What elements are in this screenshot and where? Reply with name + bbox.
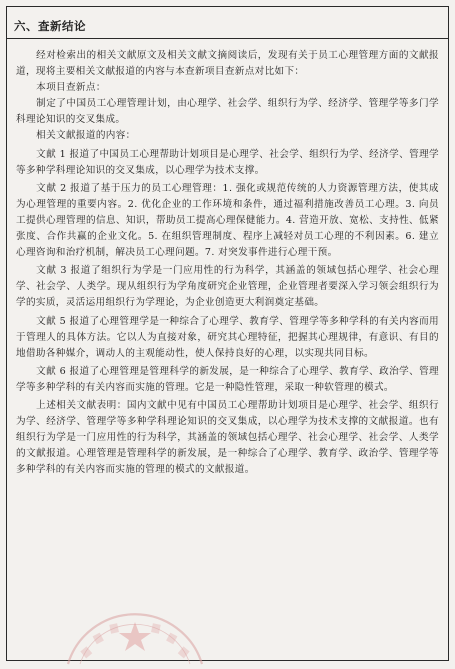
heading-divider [6,38,449,39]
reference-2-paragraph: 文献 2 报道了基于压力的员工心理管理：1. 强化或规范传统的人力资源管理方法，使其成为心理管理的重要内容。2. 优化企业的工作环境和条件，通过福利措施改善员工心理。3. 向员工提供心理管理的信息、知识，帮助员工提高心理保健能力。4. 营造开放、宽松、支持性、低紧张度、合作共赢的企业文化。5. 在组织管理制度、程序上减轻对员工心理的不利因素。6. 建立心理咨询和治疗机制，解决员工心理问题。7. 对突发事件进行心理干预。 [16,182,439,259]
reference-5-paragraph: 文献 5 报道了心理管理学是一种综合了心理学、教育学、管理学等多种学科的有关内容而用于管理人的具体方法。它以人为直接对象，研究其心理特征，把握其心理规律，有意识、有目的地借助各种媒介，调动人的主观能动性，使人保持良好的心理，以实现共同目标。 [16,315,439,359]
reference-1-paragraph: 文献 1 报道了中国员工心理帮助计划项目是心理学、社会学、组织行为学、经济学、管理学等多种学科理论知识的交叉集成，以心理学为技术支撑。 [16,148,439,176]
intro-paragraph: 经对检索出的相关文献原文及相关文献文摘阅读后，发现有关于员工心理管理方面的文献报道，现将主要相关文献报道的内容与本查新项目查新点对比如下： [16,50,439,78]
reference-3-paragraph: 文献 3 报道了组织行为学是一门应用性的行为科学，其涵盖的领域包括心理学、社会心理学、社会学、人类学。现从组织行为学角度研究企业管理，企业管理者要深入学习领会组织行为学的实质，灵活运用组织行为学理论，为企业创造更大利润奠定基础。 [16,265,439,309]
reference-6-paragraph: 文献 6 报道了心理管理是管理科学的新发展，是一种综合了心理学、教育学、政治学、管理学等多种学科的有关内容而实施的管理。它是一种隐性管理，采取一种软管理的模式。 [16,365,439,393]
novelty-label: 本项目查新点： [36,82,106,94]
section-heading: 六、查新结论 [14,19,86,33]
related-content-label: 相关文献报道的内容： [36,130,136,142]
summary-paragraph: 上述相关文献表明：国内文献中见有中国员工心理帮助计划项目是心理学、社会学、组织行为学、经济学、管理学等多种学科理论知识的交叉集成，以心理学为技术支撑的文献报道。也有组织行为学是一门应用性的行为科学，其涵盖的领域包括心理学、社会心理学、社会学、人类学的文献报道。心理管理是管理科学的新发展，是一种综合了心理学、教育学、政治学、管理学等多种学科的有关内容而实施的管理的模式的文献报道。 [16,399,439,476]
conclusion-body [16,48,439,478]
novelty-statement: 制定了中国员工心理管理计划，由心理学、社会学、组织行为学、经济学、管理学等多门学科理论知识的交叉集成。 [16,98,439,126]
